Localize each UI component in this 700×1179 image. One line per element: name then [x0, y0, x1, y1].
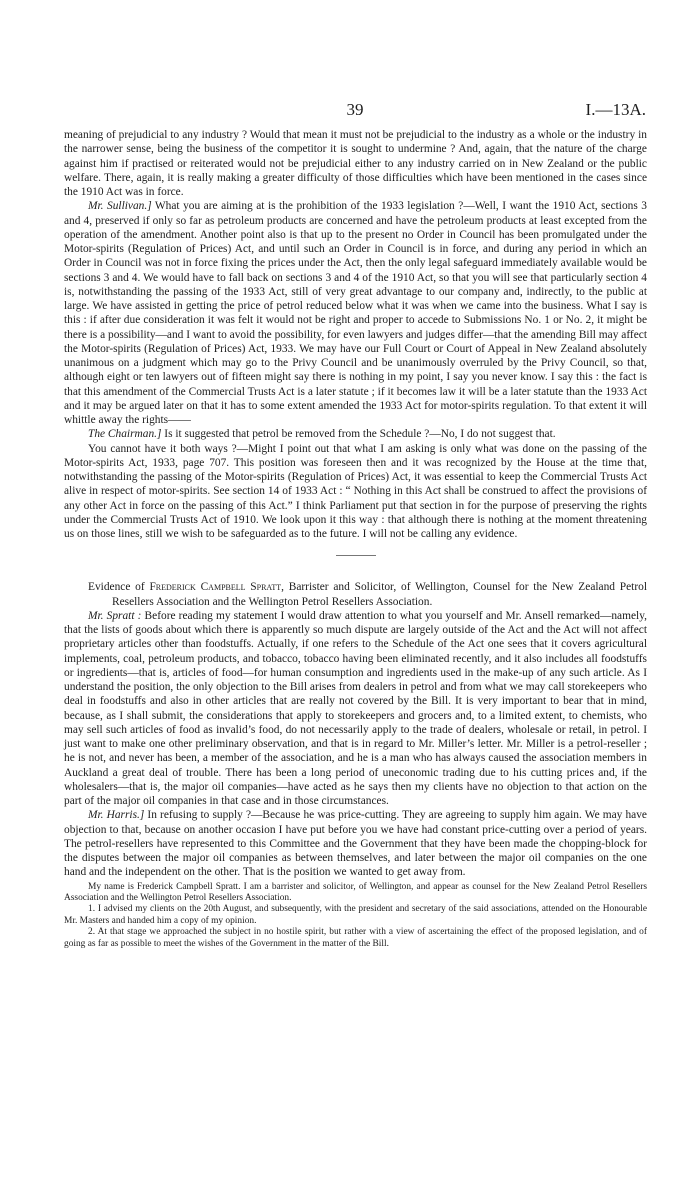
evidence-heading — [88, 580, 647, 609]
page-header — [64, 100, 646, 120]
evidence-prefix: Evidence of — [88, 581, 150, 594]
page-number: 39 — [346, 100, 364, 119]
paragraph — [64, 442, 647, 542]
document-reference: I.—13A. — [585, 100, 646, 119]
paragraph — [64, 808, 647, 879]
witness-name: Frederick Campbell Spratt — [149, 581, 282, 594]
statement-paragraph: 2. At that stage we approached the subject in no hostile spirit, but rather with a view of ascertaining the effect of the proposed legislation, and of going as far as possible to meet the wishes of the Government in the matter of the Bill. — [64, 927, 647, 949]
page-body — [64, 128, 647, 950]
paragraph-text: What you are aiming at is the prohibition of the 1933 legislation ?—Well, I want the 1910 Act, sections 3 and 4, preserved if only so far as petroleum products are concerned and have the petroleum products at least excepted from the operation of the amendment. Another point also is that up to the present no Order in Council has been promulgated under the Motor-spirits (Regulation of Prices) Act, and until such an Order in Council is in force, and during any period in which an Order in Council was not in force fixing the prices under the Act, then the only legal safeguard immediately available would be sections 3 and 4. We would have to fall back on sections 3 and 4 of the 1910 Act, so that you will see that particularly section 4 is, notwithstanding the passing of the 1933 Act, still of very great advantage to our company and, indirectly, to the public at large. We have assisted in getting the price of petrol reduced below what it was when we came into the business. What I say is this : if after due consideration it was felt it would not be right and proper to accede to Submissions No. 1 or No. 2, it might be there is a possibility—and I want to avoid the possibility, for even lawyers and judges differ—that the amending Bill may affect the Motor-spirits (Regulation of Prices) Act, 1933. We may have our Full Court or Court of Appeal in New Zealand absolutely unanimous on a judgment which may go to the Privy Council and be unanimously overruled by the Privy Council, so that, although eight or ten lawyers out of fifteen might say there is nothing in my point, I say you never know. I say this : the fact is that this amendment of the Commercial Trusts Act is a later statute ; if it becomes law it will be a later statute than the 1933 Act and it may be argued later on that it has to some extent amended the 1933 Act for motor-spirits regulation. To that extent it will whittle away the rights—— — [64, 200, 647, 426]
paragraph-text: Before reading my statement I would draw attention to what you yourself and Mr. Ansell remarked—namely, that the lists of goods about which there is apparently so much dispute are largely outside of the Act and the Act will not affect proprietary articles other than foodstuffs. Actually, if one refers to the Schedule of the Act one sees that it covers agricultural implements, coal, petroleum products, and tobacco, tobacco having been eliminated recently, and it also includes all foodstuffs or ingredients—that is, articles of food—for human consumption and ingredients used in the make-up of any such article. As I understand the position, the only objection to the Bill arises from dealers in petrol and from what we may call storekeepers who deal in foodstuffs and also in other articles that are really not covered by the Bill. It is very important to bear that in mind, because, as I shall submit, the considerations that apply to storekeepers and grocers and, to a limited extent, to chemists, who may sell such articles of food as invalid’s food, do not necessarily apply to the trade of dealers, wholesale or retail, in petrol. I just want to make one other preliminary observation, and that is in regard to Mr. Miller’s letter. Mr. Miller is a petrol-reseller ; he is not, and never has been, a member of the association, and he is a man who has always caused the association members in Auckland a great deal of trouble. There has been a long period of uneconomic trading due to his cutting prices and, if the wholesalers—that is, the major oil companies—have acted as he says then my clients have no objection to that action on the part of the major oil companies in that case and in those circumstances. — [64, 609, 647, 807]
paragraph — [64, 199, 647, 427]
speaker-label: Mr. Harris.] — [88, 809, 145, 822]
paragraph — [64, 427, 647, 441]
evidence-description: , Barrister and Solicitor, of Wellington, Counsel for the New Zealand Petrol Resellers Association and the Wellington Petrol Resellers Association. — [112, 581, 647, 608]
paragraph — [64, 609, 647, 809]
section-divider — [336, 555, 376, 556]
speaker-label: Mr. Spratt : — [88, 609, 142, 622]
paragraph-text: In refusing to supply ?—Because he was price-cutting. They are agreeing to supply him again. We may have objection to that, because on another occasion I have put before you we have had constant price-cutting over a period of years. The petrol-resellers have represented to this Committee and the Government that they have been made the chopping-block for the disputes between the major oil companies as between themselves, and later between the major oil companies on the one hand and the independent on the other. That is the position we wanted to get away from. — [64, 809, 647, 879]
paragraph-text: You cannot have it both ways ?—Might I point out that what I am asking is only what was done on the passing of the Motor-spirits Act, 1933, page 707. This position was foreseen then and it was recognized by the House at the time that, notwithstanding the passing of the Motor-spirits (Regulation of Prices) Act, it was essential to keep the Commercial Trusts Act alive in respect of motor-spirits. See section 14 of 1933 Act : “ Nothing in this Act shall be construed to affect the provisions of any other Act in force on the passing of this Act.” I think Parliament put that section in for the purpose of preserving the rights under the Commercial Trusts Act of 1910. We look upon it this way : that although there is nothing at the moment threatening us on those lines, still we wish to be safeguarded as to the future. I will not be calling any evidence. — [64, 442, 647, 540]
written-statement — [64, 882, 647, 950]
speaker-label: Mr. Sullivan.] — [88, 200, 152, 213]
paragraph — [64, 128, 647, 199]
paragraph-text: meaning of prejudicial to any industry ? Would that mean it must not be prejudicial to the industry as a whole or the industry in the narrower sense, being the business of the competitor it is sought to undermine ? And, again, that the nature of the charge against him if practised or reiterated would not be prejudicial either to any industry carried on in New Zealand or the public welfare. There, again, it is really making a greater difficulty of those difficulties which have been mentioned in the cases since the 1910 Act was in force. — [64, 129, 647, 198]
paragraph-text: Is it suggested that petrol be removed from the Schedule ?—No, I do not suggest that. — [161, 428, 556, 441]
statement-paragraph: My name is Frederick Campbell Spratt. I am a barrister and solicitor, of Wellington, and appear as counsel for the New Zealand Petrol Resellers Association and the Wellington Petrol Resellers Association. — [64, 881, 647, 903]
speaker-label: The Chairman.] — [88, 428, 162, 441]
statement-paragraph: 1. I advised my clients on the 20th August, and subsequently, with the president and secretary of the said associations, attended on the Honourable Mr. Masters and handed him a copy of my opinion. — [64, 904, 647, 926]
